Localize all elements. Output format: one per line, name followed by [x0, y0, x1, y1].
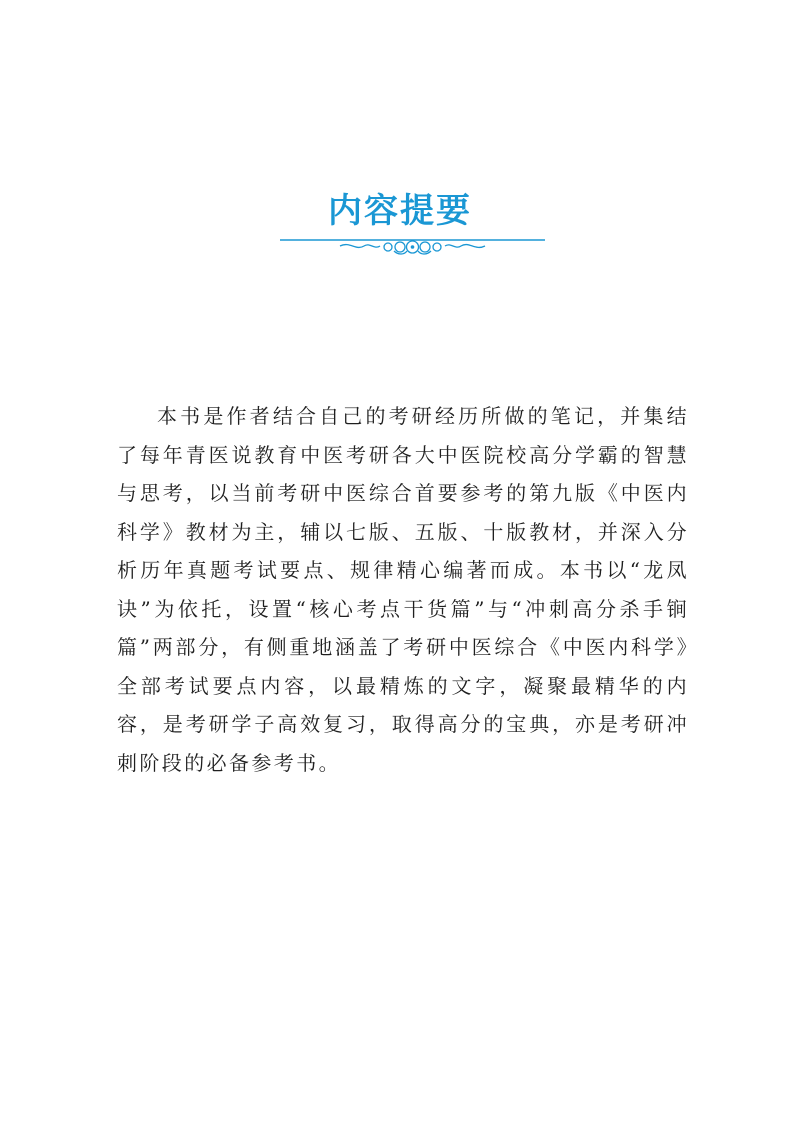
decorative-flourish-icon: [280, 233, 545, 255]
page-title: 内容提要: [328, 191, 472, 231]
summary-paragraph: 本书是作者结合自己的考研经历所做的笔记，并集结了每年青医说教育中医考研各大中医院校高分学霸的智慧与思考，以当前考研中医综合首要参考的第九版《中医内科学》教材为主，辅以七版、五版、十版教材，并深入分析历年真题考试要点、规律精心编著而成。本书以“龙凤诀”为依托，设置“核心考点干货篇”与“冲刺高分杀手锏篇”两部分，有侧重地涵盖了考研中医综合《中医内科学》全部考试要点内容，以最精炼的文字，凝聚最精华的内容，是考研学子高效复习，取得高分的宝典，亦是考研冲刺阶段的必备参考书。: [117, 404, 689, 775]
